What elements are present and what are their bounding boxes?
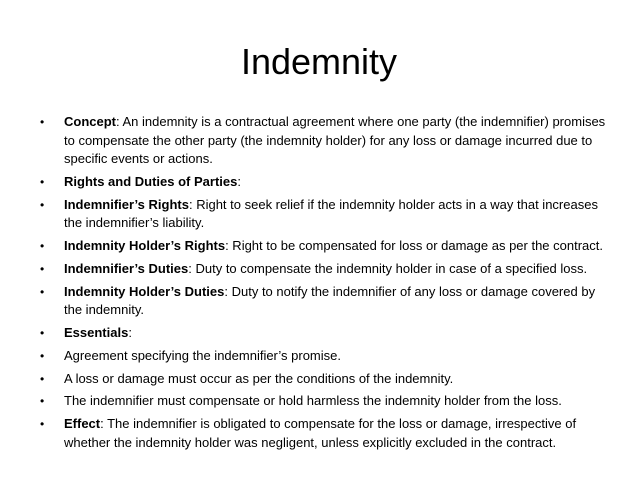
bullet-icon: • <box>40 371 45 386</box>
bullet-icon: • <box>40 326 45 341</box>
bullet-text: A loss or damage must occur as per the conditions of the indemnity. <box>64 370 454 386</box>
bullet-list <box>40 113 610 457</box>
bullet-icon: • <box>40 261 45 276</box>
bullet-item <box>40 260 610 279</box>
bullet-icon: • <box>40 417 45 432</box>
bullet-item <box>40 392 610 411</box>
bullet-text: : An indemnity is a contractual agreement where one party (the indemnifier) promises to compensate the other party (the indemnity holder) for any loss or damage incurred due to specific events or actions. <box>64 114 606 167</box>
bullet-item <box>40 283 610 320</box>
bullet-term: Indemnity Holder’s Duties <box>64 283 225 299</box>
bullet-term: Rights and Duties of Parties <box>64 173 238 189</box>
bullet-item <box>40 415 610 452</box>
bullet-term: Essentials <box>64 325 129 341</box>
bullet-text: : Duty to compensate the indemnity holder in case of a specified loss. <box>188 260 588 276</box>
bullet-text: : Duty to notify the indemnifier of any loss or damage covered by the indemnity. <box>64 283 596 318</box>
slide-title: Indemnity <box>240 41 398 82</box>
bullet-text: The indemnifier must compensate or hold harmless the indemnity holder from the loss. <box>64 393 562 409</box>
bullet-icon: • <box>40 284 45 299</box>
bullet-term: Concept <box>64 114 116 129</box>
bullet-icon: • <box>40 115 45 129</box>
bullet-text: : <box>237 173 241 189</box>
bullet-icon: • <box>40 348 45 363</box>
bullet-icon: • <box>40 174 45 189</box>
bullet-text: Agreement specifying the indemnifier’s promise. <box>64 347 341 363</box>
bullet-text: : The indemnifier is obligated to compensate for the loss or damage, irrespective of whether the indemnity holder was negligent, unless explicitly excluded in the contract. <box>64 416 577 450</box>
bullet-text: : Right to seek relief if the indemnity holder acts in a way that increases the indemnifier’s liability. <box>64 196 598 231</box>
bullet-item <box>40 324 610 343</box>
bullet-term: Indemnity Holder’s Rights <box>64 238 226 254</box>
bullet-text: : <box>128 325 132 341</box>
bullet-item <box>40 196 610 233</box>
bullet-icon: • <box>40 239 45 254</box>
bullet-term: Effect <box>64 416 101 432</box>
bullet-item <box>40 370 610 389</box>
bullet-term: Indemnifier’s Duties <box>64 260 189 276</box>
bullet-item <box>40 173 610 192</box>
bullet-icon: • <box>40 197 45 212</box>
bullet-item <box>40 347 610 366</box>
bullet-icon: • <box>40 394 45 409</box>
bullet-item <box>40 113 610 169</box>
bullet-text: : Right to be compensated for loss or damage as per the contract. <box>225 238 604 254</box>
bullet-item <box>40 237 610 256</box>
bullet-term: Indemnifier’s Rights <box>64 196 189 212</box>
